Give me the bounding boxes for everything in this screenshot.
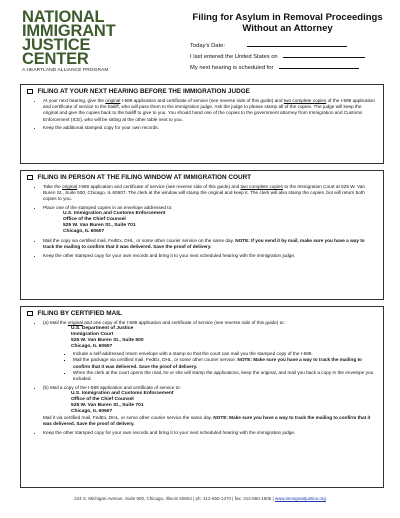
text: At your next hearing, give the [43, 98, 106, 103]
section-window-list [27, 184, 377, 259]
underlined-text: original [62, 184, 78, 189]
footer [0, 496, 400, 501]
text: Mail it via certified mail, FedEx, DHL, or some other courier service the same day. [43, 414, 214, 420]
section-mail [20, 306, 384, 488]
page-title: Filing for Asylum in Removal Proceedings Without an Attorney [192, 12, 383, 34]
address-line: 525 W. Van Buren St., Suite 701 [63, 223, 136, 229]
org-logo [22, 10, 142, 73]
address-line: Chicago, IL 60607 [71, 344, 113, 350]
mail-note [43, 415, 377, 427]
bold-text: NOTE: Make sure you have a way to track the mailing to confirm that it was delivered. Save the proof of delivery. [43, 414, 371, 427]
address-line: 525 W. Van Buren St., Suite 701 [71, 402, 144, 408]
list-item [43, 320, 377, 382]
address-line: Chicago, IL 60607 [63, 229, 105, 235]
address-line: Immigration Court [71, 332, 114, 338]
logo-line-3: JUSTICE CENTER [22, 36, 91, 68]
underlined-text: original [105, 98, 121, 103]
mail-sublist [43, 351, 377, 382]
website-link[interactable]: www.immigrantjustice.org [274, 496, 326, 501]
text: I-589 application and certificate of service (see reverse side of this guide) and [120, 98, 284, 103]
list-item: ▪ When the clerk at the court opens the mail, he or she will stamp the applications, keep the original, and mail you back a copy in the envelope you included. [73, 370, 377, 382]
logo-subtitle: A HEARTLAND ALLIANCE PROGRAM [22, 68, 109, 73]
list-item [43, 184, 377, 203]
bold-text: NOTE: If you send it by mail, make sure you have a way to track the mailing to confirm that it was delivered. Save the proof of delivery. [43, 237, 365, 250]
address-line: Office of the Chief Counsel [71, 396, 134, 402]
section-hearing-title-text: FILING AT YOUR NEXT HEARING BEFORE THE IMMIGRATION JUDGE [37, 88, 250, 95]
court-address [71, 326, 377, 350]
section-hearing-title [27, 88, 377, 95]
text: (a) Mail the [43, 320, 68, 325]
todays-date-row [190, 40, 365, 51]
checkbox[interactable] [27, 311, 33, 317]
todays-date-field[interactable] [247, 40, 347, 47]
next-hearing-row [190, 62, 365, 73]
text: Mail the copy via certified mail, FedEx, DHL, or some other courier service on the same day. [43, 237, 236, 243]
list-item: • Keep the other stamped copy for your own records and bring it to your next scheduled hearing with the immigration judge. [43, 430, 377, 436]
section-hearing-list [27, 98, 377, 132]
address-line: 525 W. Van Buren St., Suite 500 [71, 338, 144, 344]
section-mail-title [27, 310, 377, 317]
address-line: Chicago, IL 60607 [71, 408, 113, 414]
checkbox[interactable] [27, 175, 33, 181]
section-window-title [27, 174, 377, 181]
list-item: ▪ Include a self-addressed return envelope with a stamp so that the court can mail you the stamped copy of the I-589. [73, 351, 377, 357]
checkbox[interactable] [27, 89, 33, 95]
footer-contact: 224 S. Michigan Avenue, Suite 600, Chicago, Illinois 60604 | ph: 312-660-1370 | fax: 312-660-1505 | [74, 496, 275, 501]
list-item [43, 238, 377, 250]
logo-line-1: NATIONAL [22, 8, 105, 26]
list-item [73, 357, 377, 369]
next-hearing-label: My next hearing is scheduled for [190, 65, 274, 71]
text: Take the [43, 184, 63, 189]
text: and one copy of the I-589 application and certificate of service (see reverse side of this guide) to: [82, 320, 285, 325]
text: to the Immigration Court at 525 W. Van Buren St., Suite 500, Chicago, IL 60607. The clerk at the window will stamp the original and keep it. The clerk will also stamp the copies, but will return both copies to you. [43, 184, 365, 202]
entered-us-row [190, 51, 365, 62]
section-mail-list [27, 320, 377, 436]
section-window-title-text: FILING IN PERSON AT THE FILING WINDOW AT IMMIGRATION COURT [37, 174, 252, 181]
entered-us-field[interactable] [283, 51, 365, 58]
text: I-589 application and certificate of service (see reverse side of this guide) and [77, 184, 241, 189]
logo-line-2: IMMIGRANT [22, 22, 116, 40]
address-line: U.S. Department of Justice [71, 326, 134, 332]
address-line: U.S. Immigration and Customs Enforcement [71, 390, 174, 396]
section-window [20, 170, 384, 300]
list-item: • Keep the additional stamped copy for your own records. [43, 125, 377, 131]
ice-address-mail [71, 391, 377, 415]
section-hearing [20, 84, 384, 164]
bold-text: NOTE: Make sure you have a way to track the mailing to confirm that it was delivered. Save the proof of delivery. [73, 357, 362, 369]
ice-address [63, 211, 377, 235]
list-item [43, 385, 377, 428]
address-line: Office of the Chief Counsel [63, 217, 126, 223]
text: of the I-589 application and certificate of service to the bailiff, who will pass them to the immigration judge. Ask the judge to please stamp all of the copies. The judge will keep the original and give the copies back to the bailiff to give to you. You should hand one of the copies to the government attorney from Immigration and Customs Enforcement (ICE), who will be sitting at the other table next to you. [43, 98, 375, 122]
list-item [43, 98, 377, 123]
header-fields [190, 40, 365, 73]
text: (b) Mail a copy of the I-589 application and certificate of service to: [43, 384, 181, 390]
next-hearing-field[interactable] [279, 62, 359, 69]
entered-us-label: I last entered the United States on [190, 54, 278, 60]
list-item [43, 205, 377, 235]
underlined-text: original [67, 320, 83, 325]
address-line: U.S. Immigration and Customs Enforcement [63, 211, 166, 217]
underlined-text: two complete copies [283, 98, 327, 103]
section-mail-title-text: FILING BY CERTIFIED MAIL [37, 310, 122, 317]
list-item: • Keep the other stamped copy for your own records and bring it to your next scheduled hearing with the immigration judge. [43, 253, 377, 259]
todays-date-label: Today's Date: [190, 43, 225, 49]
underlined-text: two complete copies [240, 184, 284, 189]
text: Mail the package via certified mail, FedEx, DHL, or some other courier service. [73, 357, 238, 363]
text: Place one of the stamped copies in an envelope addressed to: [43, 205, 173, 211]
